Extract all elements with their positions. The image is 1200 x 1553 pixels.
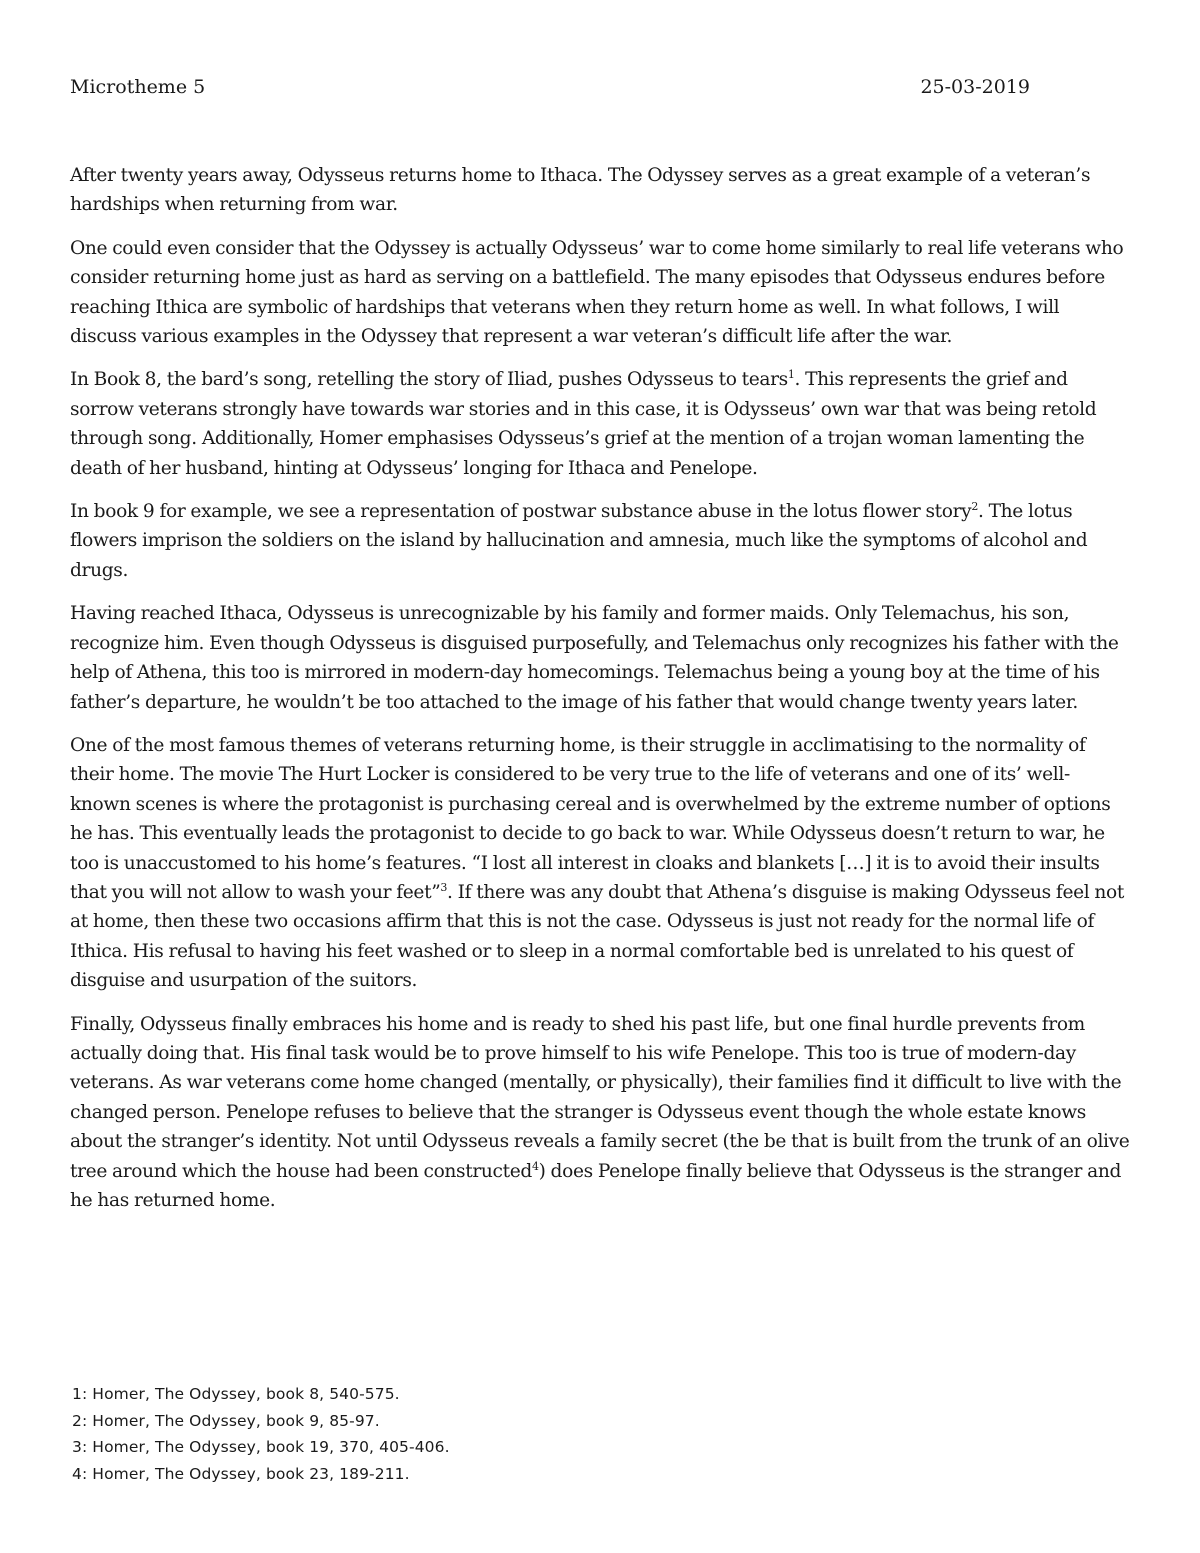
paragraph-text: . This represents the grief and sorrow veterans strongly have towards war stories and in this case, it is Odysseus’ own war that was being retold through song. Additionally, Homer emphasises Odysseus’s grief at the mention of a trojan woman lamenting the death of her husband, hinting at Odysseus’ longing for Ithaca and Penelope. [70,369,1097,479]
footnote-ref-4: 4 [531,1159,539,1173]
paragraph-1: After twenty years away, Odysseus returns home to Ithaca. The Odyssey serves as a great example of a veteran’s hardships when returning from war. [70,165,1091,216]
paragraph-2: One could even consider that the Odyssey is actually Odysseus’ war to come home similarly to real life veterans who consider returning home just as hard as serving on a battlefield. The many episodes that Odysseus endures before reaching Ithica are symbolic of hardships that veterans when they return home as well. In what follows, I will discuss various examples in the Odyssey that represent a war veteran’s difficult life after the war. [70,237,1124,348]
paragraph-7 [70,1010,1130,1216]
paragraph-text: In Book 8, the bard’s song, retelling the story of Iliad, pushes Odysseus to tears [70,369,788,391]
footnote-ref-1: 1 [787,368,795,382]
footnote-ref-3: 3 [440,880,448,894]
footnote-4: 4: Homer, The Odyssey, book 23, 189-211. [72,1464,410,1483]
footnote-2: 2: Homer, The Odyssey, book 9, 85-97. [72,1411,380,1430]
paragraph-text: Finally, Odysseus finally embraces his home and is ready to shed his past life, but one final hurdle prevents from actually doing that. His final task would be to prove himself to his wife Penelope. This too is true of modern-day veterans. As war veterans come home changed (mentally, or physically), their families find it difficult to live with the changed person. Penelope refuses to believe that the stranger is Odysseus event though the whole estate knows about the stranger’s identity. Not until Odysseus reveals a family secret (the be that is built from the trunk of an olive tree around which the house had been constructed [70,1013,1130,1182]
paragraph-5: Having reached Ithaca, Odysseus is unrecognizable by his family and former maids. Only Telemachus, his son, recognize him. Even though Odysseus is disguised purposefully, and Telemachus only recognizes his father with the help of Athena, this too is mirrored in modern-day homecomings. Telemachus being a young boy at the time of his father’s departure, he wouldn’t be too attached to the image of his father that would change twenty years later. [70,603,1119,713]
paragraph-6 [70,731,1130,996]
paragraph-text: . The lotus flowers imprison the soldiers on the island by hallucination and amnesia, much like the symptoms of alcohol and drugs. [70,501,1088,581]
document-body [70,161,1130,1229]
paragraph-text: . If there was any doubt that Athena’s disguise is making Odysseus feel not at home, then these two occasions affirm that this is not the case. Odysseus is just not ready for the normal life of Ithica. His refusal to having his feet washed or to sleep in a normal comfortable bed is unrelated to his quest of disguise and usurpation of the suitors. [70,881,1125,992]
document-title: Microtheme 5 [70,76,206,98]
paragraph-text: In book 9 for example, we see a representation of postwar substance abuse in the lotus flower story [70,501,972,523]
footnote-ref-2: 2 [971,500,978,514]
document-date: 25-03-2019 [920,76,1030,98]
paragraph-text: ) does Penelope finally believe that Odysseus is the stranger and he has returned home. [70,1160,1122,1211]
paragraph-3 [70,365,1130,483]
paragraph-text: One of the most famous themes of veterans returning home, is their struggle in acclimatising to the normality of their home. The movie The Hurt Locker is considered to be very true to the life of veterans and one of its’ well-known scenes is where the protagonist is purchasing cereal and is overwhelmed by the extreme number of options he has. This eventually leads the protagonist to decide to go back to war. While Odysseus doesn’t return to war, he too is unaccustomed to his home’s features. “I lost all interest in cloaks and blankets […] it is to avoid their insults that you will not allow to wash your feet” [70,734,1111,903]
paragraph-4 [70,497,1130,585]
footnotes [72,1381,450,1487]
footnote-3: 3: Homer, The Odyssey, book 19, 370, 405-406. [72,1438,450,1456]
footnote-1: 1: Homer, The Odyssey, book 8, 540-575. [72,1385,400,1403]
